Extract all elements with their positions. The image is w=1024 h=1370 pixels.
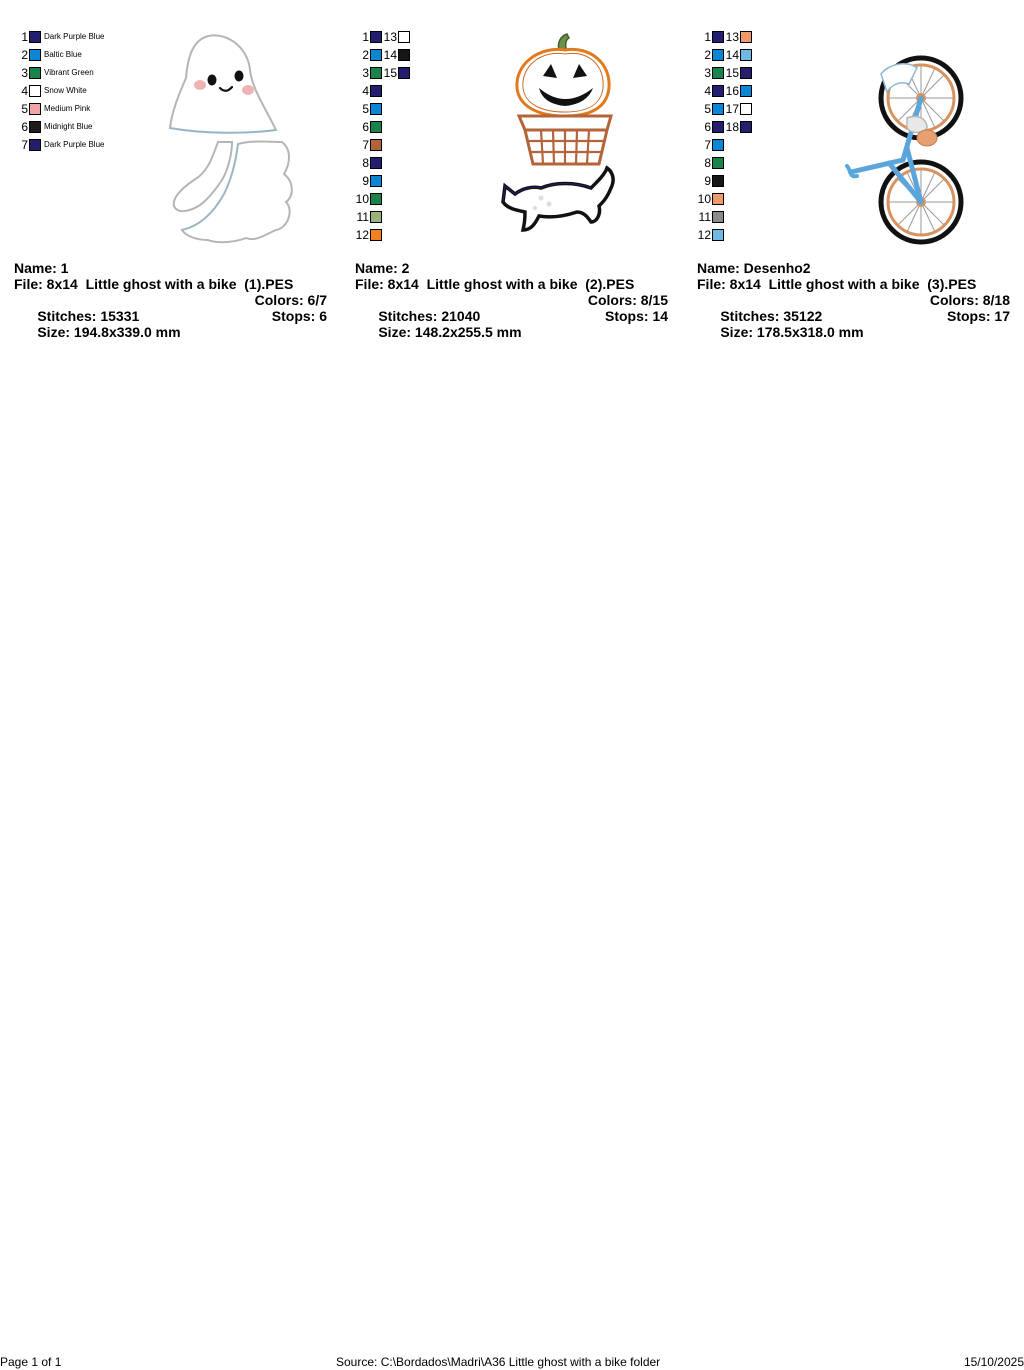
color-swatch xyxy=(370,67,382,79)
legend-number: 7 xyxy=(704,138,711,152)
color-swatch xyxy=(370,193,382,205)
legend-number: 12 xyxy=(697,228,711,242)
color-name: Midnight Blue xyxy=(44,122,93,131)
color-swatch xyxy=(712,85,724,97)
legend-number: 11 xyxy=(698,210,711,224)
design-file: File: 8x14 Little ghost with a bike (1).PES xyxy=(14,276,294,292)
legend-row xyxy=(355,136,382,154)
legend-number: 16 xyxy=(725,84,739,98)
legend-column xyxy=(14,28,104,154)
color-swatch xyxy=(740,103,752,115)
legend-number: 4 xyxy=(362,84,369,98)
legend-number: 13 xyxy=(383,30,397,44)
color-name: Medium Pink xyxy=(44,104,91,113)
legend-number: 15 xyxy=(383,66,397,80)
legend-row xyxy=(697,82,724,100)
design-panel-2 xyxy=(355,24,685,340)
ghost-design-image xyxy=(156,30,306,250)
legend-row xyxy=(355,172,382,190)
legend-number: 13 xyxy=(725,30,739,44)
legend-number: 9 xyxy=(362,174,369,188)
color-swatch xyxy=(712,157,724,169)
legend-number: 10 xyxy=(697,192,711,206)
design-colors: Colors: 8/15 xyxy=(587,292,668,308)
legend-number: 17 xyxy=(725,102,739,116)
design-size: Size: 194.8x339.0 mm xyxy=(37,324,181,340)
color-swatch xyxy=(370,49,382,61)
color-swatch xyxy=(370,211,382,223)
legend-number: 15 xyxy=(725,66,739,80)
design-panel-3 xyxy=(697,24,1024,340)
design-name: Name: 1 xyxy=(14,260,69,276)
legend-number: 4 xyxy=(704,84,711,98)
legend-number: 1 xyxy=(21,30,28,44)
legend-row xyxy=(14,82,104,100)
legend-column xyxy=(697,28,724,244)
legend-row xyxy=(14,136,104,154)
legend-number: 7 xyxy=(362,138,369,152)
design-stops: Stops: 17 xyxy=(946,308,1010,324)
design-size: Size: 148.2x255.5 mm xyxy=(378,324,522,340)
legend-row xyxy=(355,208,382,226)
legend-number: 8 xyxy=(704,156,711,170)
legend-row xyxy=(697,172,724,190)
legend-number: 3 xyxy=(704,66,711,80)
legend-number: 3 xyxy=(21,66,28,80)
design-name: Name: Desenho2 xyxy=(697,260,811,276)
color-swatch xyxy=(398,67,410,79)
legend-row xyxy=(14,118,104,136)
color-swatch xyxy=(740,121,752,133)
color-swatch xyxy=(740,49,752,61)
design-size: Size: 178.5x318.0 mm xyxy=(720,324,864,340)
design-stitches: Stitches: 21040 xyxy=(378,308,481,324)
legend-row xyxy=(725,46,752,64)
color-swatch xyxy=(29,67,41,79)
color-name: Snow White xyxy=(44,86,87,95)
color-name: Dark Purple Blue xyxy=(44,32,105,41)
legend-number: 5 xyxy=(21,102,28,116)
legend-column xyxy=(355,28,382,244)
color-swatch xyxy=(712,193,724,205)
color-swatch xyxy=(370,121,382,133)
legend-row xyxy=(355,226,382,244)
legend-row xyxy=(14,46,104,64)
legend-row xyxy=(697,100,724,118)
legend-number: 6 xyxy=(704,120,711,134)
legend-row xyxy=(383,28,410,46)
legend-number: 5 xyxy=(704,102,711,116)
color-swatch xyxy=(29,121,41,133)
design-colors: Colors: 8/18 xyxy=(929,292,1010,308)
color-swatch xyxy=(398,31,410,43)
color-swatch xyxy=(740,67,752,79)
legend-number: 9 xyxy=(704,174,711,188)
legend-row xyxy=(725,118,752,136)
color-swatch xyxy=(370,229,382,241)
design-stops: Stops: 14 xyxy=(604,308,668,324)
legend-row xyxy=(14,100,104,118)
design-name: Name: 2 xyxy=(355,260,410,276)
legend-row xyxy=(697,28,724,46)
color-swatch xyxy=(712,139,724,151)
color-swatch xyxy=(712,175,724,187)
legend-number: 3 xyxy=(362,66,369,80)
legend-number: 5 xyxy=(362,102,369,116)
color-swatch xyxy=(712,211,724,223)
design-info xyxy=(697,260,1010,340)
legend-row xyxy=(355,82,382,100)
legend-row xyxy=(725,28,752,46)
color-swatch xyxy=(712,121,724,133)
design-file: File: 8x14 Little ghost with a bike (2).PES xyxy=(355,276,635,292)
color-swatch xyxy=(712,103,724,115)
design-file: File: 8x14 Little ghost with a bike (3).PES xyxy=(697,276,977,292)
legend-row xyxy=(697,118,724,136)
pumpkin-cat-design-image xyxy=(495,30,635,250)
design-info xyxy=(14,260,327,340)
legend-number: 4 xyxy=(21,84,28,98)
legend-row xyxy=(355,46,382,64)
legend-row xyxy=(725,64,752,82)
color-swatch xyxy=(29,31,41,43)
legend-number: 8 xyxy=(362,156,369,170)
legend-row xyxy=(14,64,104,82)
color-swatch xyxy=(29,139,41,151)
design-info xyxy=(355,260,668,340)
legend-row xyxy=(383,46,410,64)
legend-row xyxy=(697,64,724,82)
legend-number: 2 xyxy=(362,48,369,62)
legend-row xyxy=(355,190,382,208)
legend-number: 7 xyxy=(21,138,28,152)
color-swatch xyxy=(370,175,382,187)
color-swatch xyxy=(29,49,41,61)
legend-row xyxy=(355,100,382,118)
legend-row xyxy=(355,154,382,172)
color-swatch xyxy=(740,31,752,43)
color-swatch xyxy=(712,229,724,241)
legend-column xyxy=(725,28,752,136)
legend-number: 2 xyxy=(21,48,28,62)
legend-row xyxy=(14,28,104,46)
legend-number: 6 xyxy=(362,120,369,134)
legend-row xyxy=(355,118,382,136)
legend-number: 14 xyxy=(725,48,739,62)
legend-row xyxy=(697,226,724,244)
legend-column xyxy=(383,28,410,82)
color-swatch xyxy=(370,103,382,115)
legend-row xyxy=(725,82,752,100)
bicycle-design-image xyxy=(837,48,977,254)
legend-number: 1 xyxy=(704,30,711,44)
page-number: Page 1 of 1 xyxy=(0,1355,62,1369)
design-panel-1 xyxy=(14,24,344,340)
color-swatch xyxy=(29,85,41,97)
legend-row xyxy=(697,190,724,208)
design-stitches: Stitches: 15331 xyxy=(37,308,140,324)
legend-row xyxy=(697,136,724,154)
color-name: Vibrant Green xyxy=(44,68,94,77)
color-name: Dark Purple Blue xyxy=(44,140,105,149)
color-swatch xyxy=(370,85,382,97)
color-swatch xyxy=(29,103,41,115)
source-path: Source: C:\Bordados\Madri\A36 Little ghost with a bike folder xyxy=(336,1355,661,1369)
design-colors: Colors: 6/7 xyxy=(254,292,327,308)
color-swatch xyxy=(370,31,382,43)
legend-row xyxy=(697,154,724,172)
legend-number: 6 xyxy=(21,120,28,134)
design-stops: Stops: 6 xyxy=(271,308,327,324)
legend-row xyxy=(355,64,382,82)
color-swatch xyxy=(712,67,724,79)
color-name: Baltic Blue xyxy=(44,50,82,59)
color-swatch xyxy=(370,139,382,151)
legend-row xyxy=(697,208,724,226)
design-stitches: Stitches: 35122 xyxy=(720,308,823,324)
legend-number: 11 xyxy=(356,210,369,224)
legend-row xyxy=(725,100,752,118)
print-date: 15/10/2025 xyxy=(963,1355,1024,1369)
color-swatch xyxy=(398,49,410,61)
color-swatch xyxy=(712,49,724,61)
legend-number: 10 xyxy=(355,192,369,206)
color-swatch xyxy=(712,31,724,43)
legend-row xyxy=(697,46,724,64)
color-swatch xyxy=(370,157,382,169)
legend-number: 14 xyxy=(383,48,397,62)
legend-number: 18 xyxy=(725,120,739,134)
color-swatch xyxy=(740,85,752,97)
legend-row xyxy=(355,28,382,46)
legend-number: 12 xyxy=(355,228,369,242)
legend-row xyxy=(383,64,410,82)
legend-number: 2 xyxy=(704,48,711,62)
legend-number: 1 xyxy=(362,30,369,44)
